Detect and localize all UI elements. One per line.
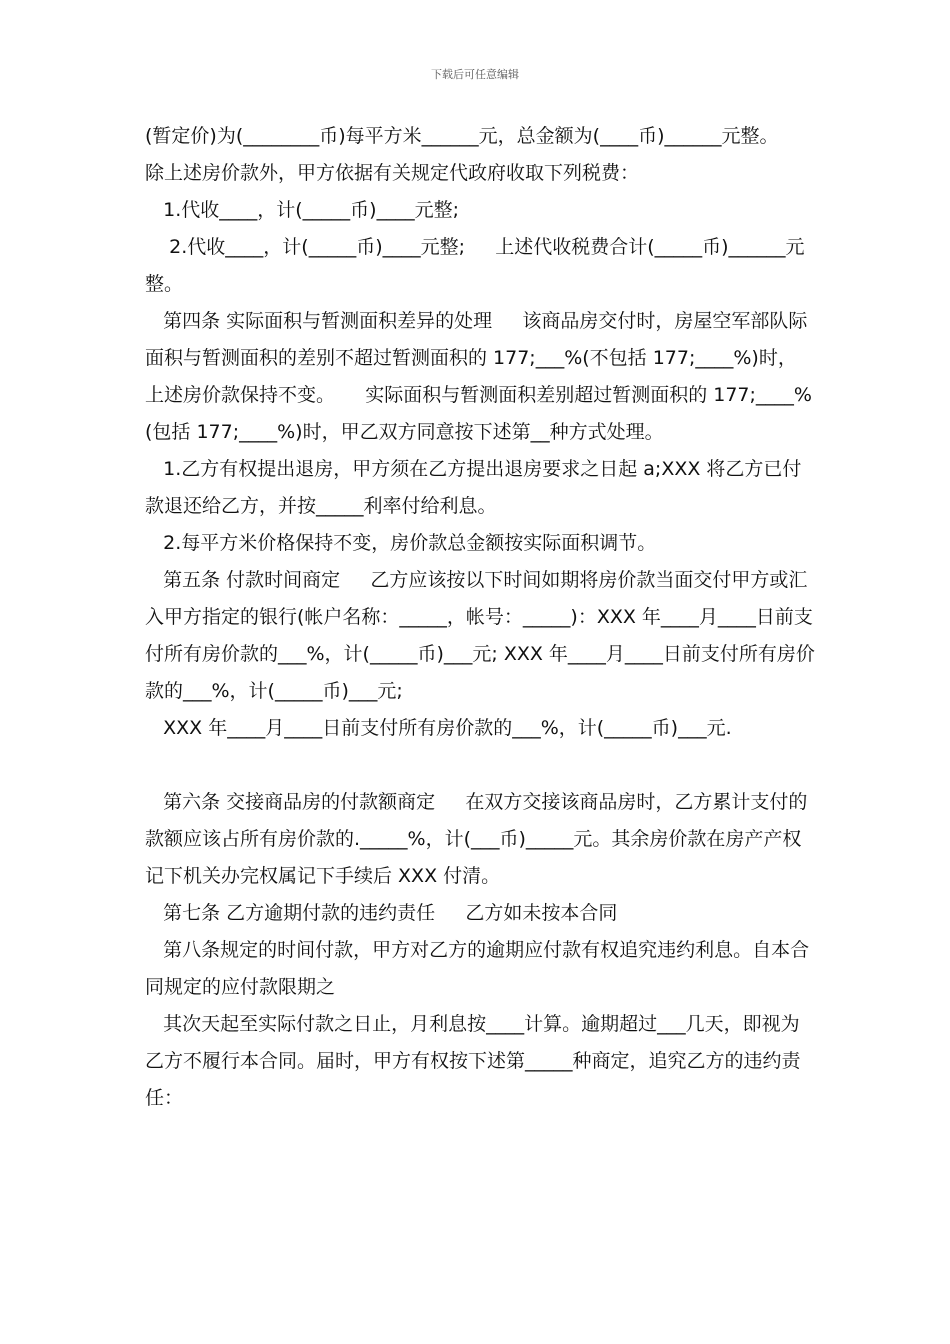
- paragraph-installment-3: XXX 年____月____日前支付所有房价款的___%，计(_____币)___元.: [145, 717, 732, 739]
- paragraph-article-6: 第六条 交接商品房的付款额商定 在双方交接该商品房时，乙方累计支付的款额应该占所有房价款的._____%，计(___币)_____元。其余房价款在房产产权记下机关办完权属记下手续后 XXX 付清。: [145, 791, 808, 887]
- paragraph-price: (暂定价)为(________币)每平方米______元，总金额为(____币)______元整。 除上述房价款外，甲方依据有关规定代政府收取下列税费：: [145, 125, 803, 184]
- paragraph-article-4: 第四条 实际面积与暂测面积差异的处理 该商品房交付时，房屋空军部队际面积与暂测面积的差别不超过暂测面积的 177;___%(不包括 177;____%)时，上述房价款保持不变。 实际面积与暂测面积差别超过暂测面积的 177;____%(包括 177;____%)时，甲乙双方同意按下述第__种方式处理。: [145, 310, 812, 443]
- paragraph-tax-1: 1.代收____，计(_____币)____元整;: [145, 199, 459, 221]
- paragraph-option-1: 1.乙方有权提出退房，甲方须在乙方提出退房要求之日起 a;XXX 将乙方已付款退还给乙方，并按_____利率付给利息。: [145, 458, 802, 517]
- paragraph-penalty: 其次天起至实际付款之日止，月利息按____计算。逾期超过___几天，即视为乙方不履行本合同。届时，甲方有权按下述第_____种商定，追究乙方的违约责任：: [145, 1013, 801, 1109]
- paragraph-option-2: 2.每平方米价格保持不变，房价款总金额按实际面积调节。: [145, 532, 657, 554]
- paragraph-article-7: 第七条 乙方逾期付款的违约责任 乙方如未按本合同: [145, 902, 618, 924]
- paragraph-article-8: 第八条规定的时间付款，甲方对乙方的逾期应付款有权追究违约利息。自本合同规定的应付款限期之: [145, 939, 810, 998]
- blank-line: [145, 747, 815, 784]
- page-header: 下载后可任意编辑: [431, 68, 519, 81]
- paragraph-tax-2: 2.代收____，计(_____币)____元整; 上述代收税费合计(_____币)______元整。: [145, 236, 805, 295]
- contract-body: [145, 118, 815, 1117]
- paragraph-article-5: 第五条 付款时间商定 乙方应该按以下时间如期将房价款当面交付甲方或汇入甲方指定的银行(帐户名称：_____，帐号：_____)：XXX 年____月____日前支付所有房价款的___%，计(_____币)___元; XXX 年____月____日前支付所有房价款的___%，计(_____币)___元;: [145, 569, 815, 702]
